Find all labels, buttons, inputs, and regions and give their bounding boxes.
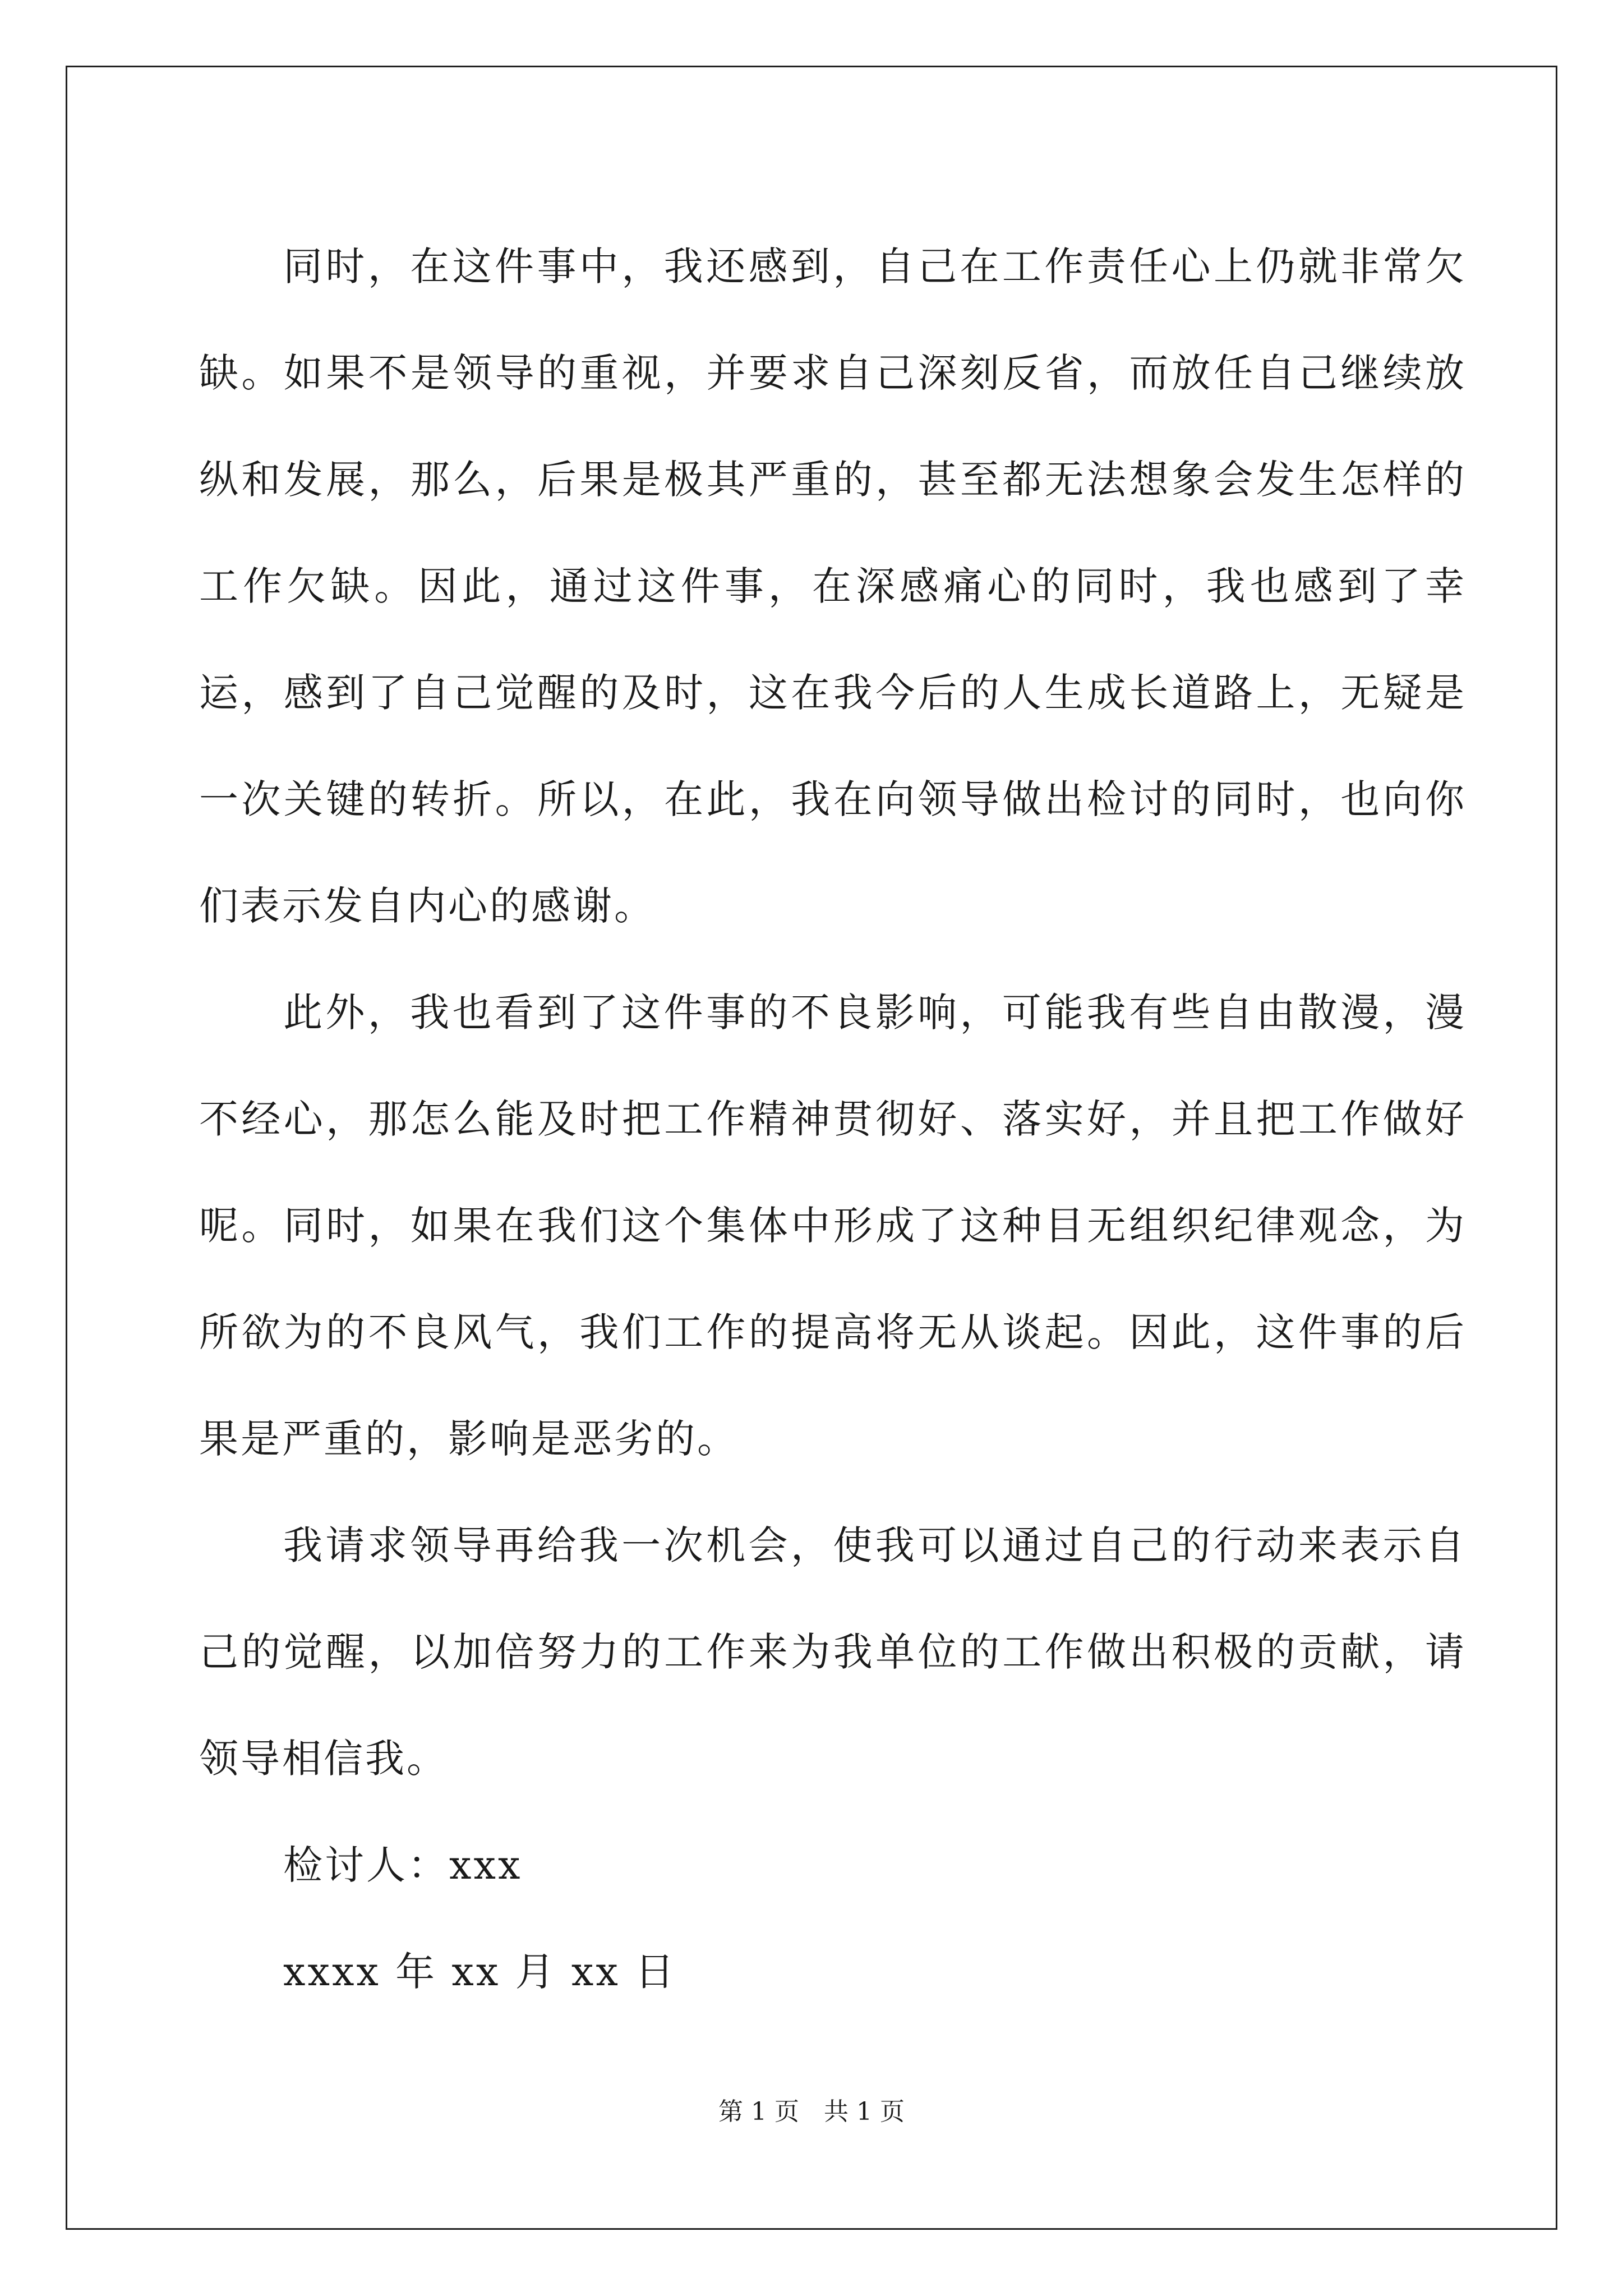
document-body: [199, 213, 1467, 2025]
paragraph-gratitude: 同时，在这件事中，我还感到，自己在工作责任心上仍就非常欠缺。如果不是领导的重视，并要求自己深刻反省，而放任自己继续放纵和发展，那么，后果是极其严重的，甚至都无法想象会发生怎样的工作欠缺。因此，通过这件事，在深感痛心的同时，我也感到了幸运，感到了自己觉醒的及时，这在我今后的人生成长道路上，无疑是一次关键的转折。所以，在此，我在向领导做出检讨的同时，也向你们表示发自内心的感谢。: [199, 243, 1467, 929]
page-footer: 第 1 页 共 1 页: [718, 2097, 905, 2126]
paragraph-request: 我请求领导再给我一次机会，使我可以通过自己的行动来表示自己的觉醒，以加倍努力的工作来为我单位的工作做出积极的贡献，请领导相信我。: [199, 1522, 1467, 1782]
paragraph-impact: 此外，我也看到了这件事的不良影响，可能我有些自由散漫，漫不经心，那怎么能及时把工作精神贯彻好、落实好，并且把工作做好呢。同时，如果在我们这个集体中形成了这种目无组织纪律观念，为所欲为的不良风气，我们工作的提高将无从谈起。因此，这件事的后果是严重的，影响是恶劣的。: [199, 990, 1467, 1462]
date-line: xxxx 年 xx 月 xx 日: [283, 1949, 677, 1995]
signature-line: 检讨人：xxx: [283, 1842, 523, 1888]
